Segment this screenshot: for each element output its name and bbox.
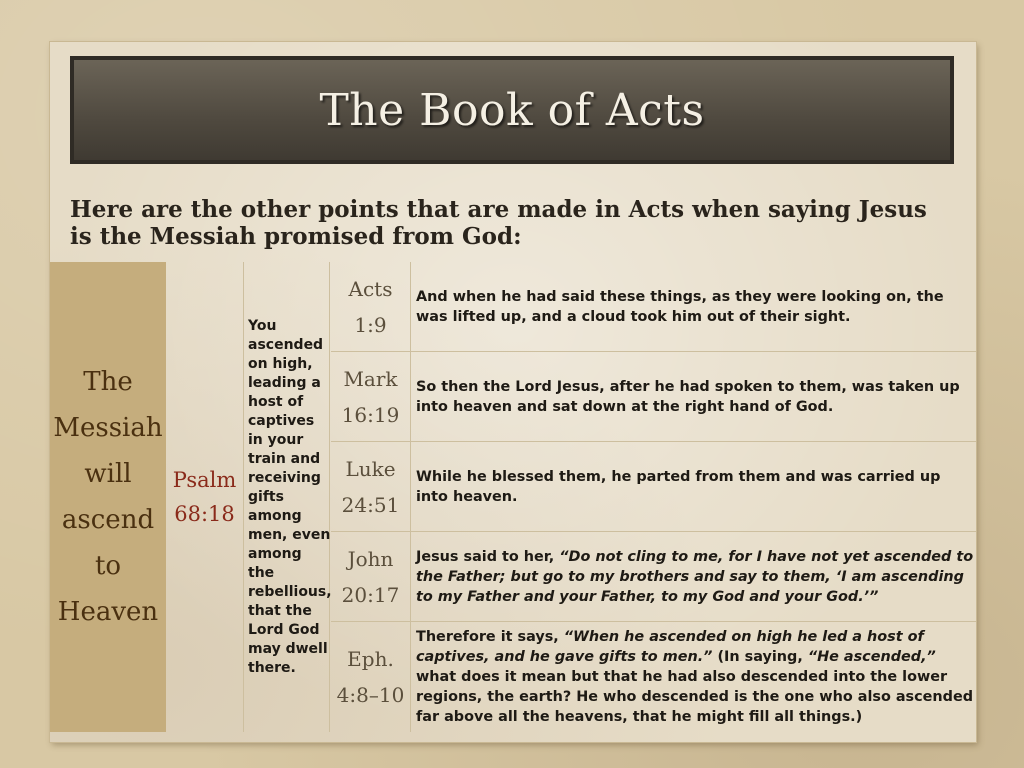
nt-reference	[331, 622, 411, 732]
nt-quote: So then the Lord Jesus, after he had spoken to them, was taken up into heaven and sat down at the right hand of God.	[416, 378, 960, 415]
nt-reference	[331, 352, 411, 441]
table-row	[331, 262, 976, 352]
intro-text: Here are the other points that are made in Acts when saying Jesus is the Messiah promised from God:	[70, 196, 927, 250]
nt-text	[416, 532, 976, 621]
nt-reference	[331, 442, 411, 531]
nt-italic-quote-2: “He ascended,”	[807, 649, 936, 665]
nt-tail: what does it mean but that he had also descended into the lower regions, the earth? He who descended is the one who also ascended far above all the heavens, that he might fill all things.)	[416, 669, 974, 725]
nt-reference-label: Acts 1:9	[348, 276, 393, 337]
nt-reference	[331, 532, 411, 621]
table-row	[331, 352, 976, 442]
nt-text	[416, 442, 976, 531]
table-row	[331, 442, 976, 532]
ot-reference: Psalm 68:18	[172, 468, 237, 526]
nt-reference	[331, 262, 411, 351]
nt-reference-label: Mark 16:19	[341, 366, 400, 427]
ot-reference-cell	[166, 262, 244, 732]
ot-text-cell	[244, 262, 330, 732]
nt-text	[416, 622, 976, 732]
title-banner	[70, 56, 954, 164]
prophecy-table	[50, 262, 976, 732]
nt-quote: While he blessed them, he parted from them and was carried up into heaven.	[416, 468, 941, 505]
nt-quote	[416, 627, 976, 727]
ot-quote: You ascended on high, leading a host of captives in your train and receiving gifts among men, even among the rebellious, that the Lord God may dwell there.	[248, 317, 332, 676]
nt-lead: Jesus said to her,	[416, 548, 560, 565]
table-row	[331, 622, 976, 732]
nt-reference-label: John 20:17	[341, 546, 400, 607]
nt-italic-quote: “Do not cling to me, for I have not yet ascended to the Father; but go to my brothers and say to them, ‘I am ascending to my Father and your Father, to my God and your God.’”	[416, 548, 974, 605]
topic-label: The Messiah will ascend to Heaven	[53, 367, 163, 627]
nt-mid: (In saying,	[712, 649, 808, 665]
nt-quote	[416, 547, 976, 607]
nt-text	[416, 352, 976, 441]
nt-quote: And when he had said these things, as they were looking on, the was lifted up, and a cloud took him out of their sight.	[416, 288, 944, 325]
table-row	[331, 532, 976, 622]
topic-cell	[50, 262, 166, 732]
nt-reference-label: Luke 24:51	[341, 456, 400, 517]
nt-italic-quote: “When he ascended on high he led a host of captives, and he gave gifts to men.”	[416, 629, 924, 665]
nt-text	[416, 262, 976, 351]
nt-reference-label: Eph. 4:8–10	[336, 647, 405, 707]
nt-lead: Therefore it says,	[416, 629, 564, 645]
slide-title: The Book of Acts	[319, 84, 705, 136]
